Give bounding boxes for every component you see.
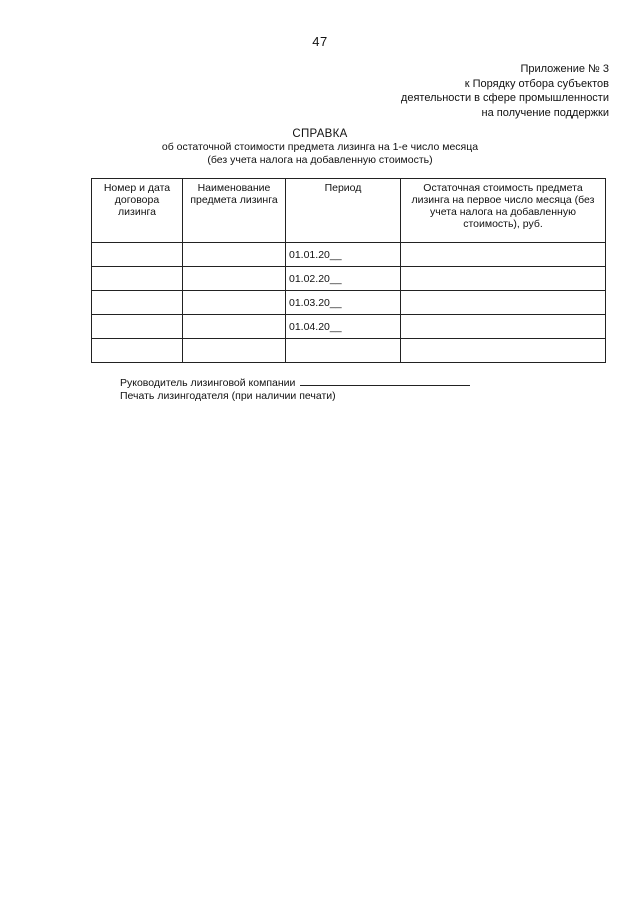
appendix-line: Приложение № 3: [520, 63, 609, 75]
cell-item: [183, 267, 286, 291]
cell-contract: [92, 339, 183, 363]
appendix-note: [401, 62, 609, 120]
header-lease-item: Наименование предмета лизинга: [183, 179, 286, 243]
cell-contract: [92, 243, 183, 267]
cell-value: [401, 315, 606, 339]
cell-contract: [92, 267, 183, 291]
table-row: [92, 315, 606, 339]
signature-blank: [300, 376, 470, 386]
table-row: [92, 243, 606, 267]
header-residual-value: Остаточная стоимость предмета лизинга на первое число месяца (без учета налога на добавленную стоимость), руб.: [401, 179, 606, 243]
cell-value: [401, 267, 606, 291]
cell-period: 01.02.20__: [286, 267, 401, 291]
cell-contract: [92, 291, 183, 315]
appendix-line: на получение поддержки: [481, 106, 609, 119]
document-title: СПРАВКА: [292, 128, 348, 140]
cell-period: 01.01.20__: [286, 243, 401, 267]
cell-item: [183, 315, 286, 339]
cell-contract: [92, 315, 183, 339]
table-header-row: [92, 179, 606, 243]
signature-line-row: [120, 376, 470, 390]
cell-item: [183, 339, 286, 363]
document-heading: [0, 128, 640, 167]
cell-value: [401, 243, 606, 267]
header-contract-number: Номер и дата договора лизинга: [92, 179, 183, 243]
cell-period: 01.04.20__: [286, 315, 401, 339]
cell-period: [286, 339, 401, 363]
appendix-line: деятельности в сфере промышленности: [400, 92, 609, 104]
cell-value: [401, 291, 606, 315]
stamp-label: Печать лизингодателя (при наличии печати): [120, 390, 336, 402]
cell-item: [183, 291, 286, 315]
document-subtitle-line: (без учета налога на добавленную стоимость): [207, 154, 433, 166]
cell-item: [183, 243, 286, 267]
table-row: [92, 291, 606, 315]
table-row: [92, 267, 606, 291]
cell-value: [401, 339, 606, 363]
page-number: 47: [312, 34, 328, 49]
signature-block: [120, 376, 470, 403]
cell-period: 01.03.20__: [286, 291, 401, 315]
residual-value-table: [91, 178, 606, 363]
table-row: [92, 339, 606, 363]
appendix-line: к Порядку отбора субъектов: [464, 77, 609, 90]
signature-label: Руководитель лизинговой компании: [120, 377, 296, 389]
document-subtitle-line: об остаточной стоимости предмета лизинга на 1-е число месяца: [161, 141, 479, 153]
header-period: Период: [286, 179, 401, 243]
